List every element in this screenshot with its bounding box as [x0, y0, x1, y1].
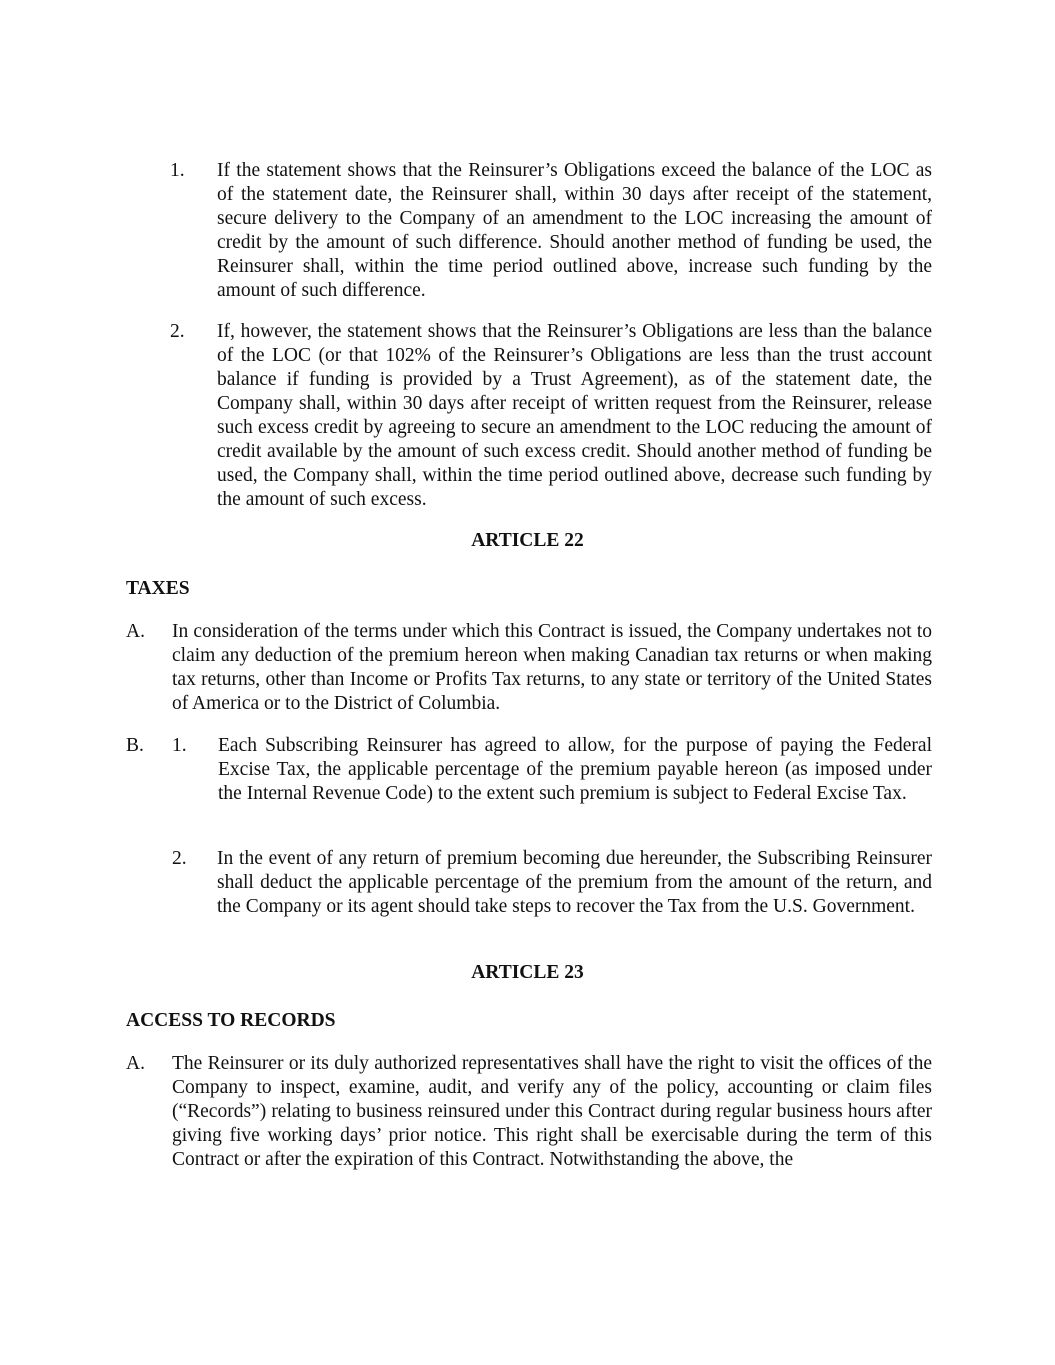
paragraph-marker: A.: [126, 1053, 145, 1074]
list-item-marker: 1.: [170, 160, 185, 181]
list-item-marker: 2.: [170, 321, 185, 342]
article-23-title: ACCESS TO RECORDS: [126, 1010, 336, 1031]
taxes-paragraph-b2: In the event of any return of premium becoming due hereunder, the Subscribing Reinsurer shall deduct the applicable percentage of the premium from the amount of the return, and the Company or its agent should take steps to recover the Tax from the U.S. Government.: [217, 848, 932, 917]
article-23-heading: ARTICLE 23: [471, 962, 584, 983]
sub-item-marker: 1.: [172, 735, 187, 756]
list-item-text: If the statement shows that the Reinsurer’s Obligations exceed the balance of the LOC as of the statement date, the Reinsurer shall, within 30 days after receipt of the statement, secure delivery to the Company of an amendment to the LOC increasing the amount of credit by the amount of such difference. Should another method of funding be used, the Reinsurer shall, within the time period outlined above, increase such funding by the amount of such difference.: [217, 160, 932, 301]
taxes-paragraph-a: In consideration of the terms under which this Contract is issued, the Company undertakes not to claim any deduction of the premium hereon when making Canadian tax returns or when making tax returns, other than Income or Profits Tax returns, to any state or territory of the United States of America or to the District of Columbia.: [172, 621, 932, 714]
list-item-text: If, however, the statement shows that the Reinsurer’s Obligations are less than the balance of the LOC (or that 102% of the Reinsurer’s Obligations are less than the trust account balance if funding is provided by a Trust Agreement), as of the statement date, the Company shall, within 30 days after receipt of written request from the Reinsurer, release such excess credit by agreeing to secure an amendment to the LOC reducing the amount of credit available by the amount of such excess credit. Should another method of funding be used, the Company shall, within the time period outlined above, decrease such funding by the amount of such excess.: [217, 321, 932, 510]
records-paragraph-a: The Reinsurer or its duly authorized representatives shall have the right to visit the offices of the Company to inspect, examine, audit, and verify any of the policy, accounting or claim files (“Records”) relating to business reinsured under this Contract during regular business hours after giving five working days’ prior notice. This right shall be exercisable during the term of this Contract or after the expiration of this Contract. Notwithstanding the above, the: [172, 1053, 932, 1170]
article-22-heading: ARTICLE 22: [471, 530, 584, 551]
paragraph-marker: A.: [126, 621, 145, 642]
paragraph-marker: B.: [126, 735, 144, 756]
article-22-title: TAXES: [126, 578, 190, 599]
sub-item-marker: 2.: [172, 848, 187, 869]
taxes-paragraph-b1: Each Subscribing Reinsurer has agreed to allow, for the purpose of paying the Federal Excise Tax, the applicable percentage of the premium payable hereon (as imposed under the Internal Revenue Code) to the extent such premium is subject to Federal Excise Tax.: [218, 735, 932, 804]
